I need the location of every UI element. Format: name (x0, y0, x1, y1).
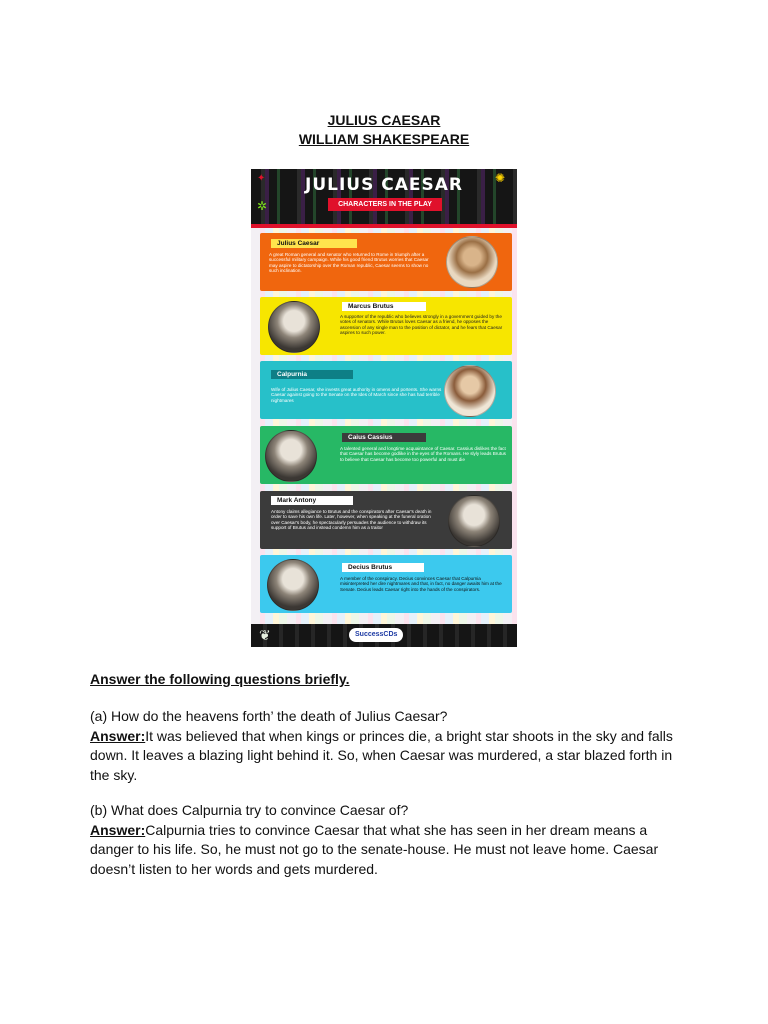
poster-subtitle: CHARACTERS IN THE PLAY (328, 198, 442, 211)
poster-divider (251, 224, 517, 228)
character-card-marcus-brutus (260, 297, 512, 355)
leaf-decoration-icon: ✲ (257, 199, 268, 213)
character-name: Caius Cassius (342, 433, 426, 442)
character-description: A great Roman general and senator who returned to Rome in triumph after a successful military campaign. While his good friend Brutus worries that Caesar may aspire to dictatorship over the Roman republic, Caesar seems to show no such inclination. (269, 252, 429, 273)
character-name: Julius Caesar (271, 239, 357, 248)
poster-title: JULIUS CAESAR (305, 175, 463, 195)
answer-text (90, 821, 680, 880)
marcus-brutus-portrait (268, 301, 320, 353)
decius-brutus-portrait (267, 559, 319, 611)
character-name: Calpurnia (271, 370, 353, 379)
answer-label: Answer: (90, 821, 146, 838)
poster-header (251, 169, 517, 224)
character-description: A supporter of the republic who believes strongly in a government guided by the votes of senators. While Brutus loves Caesar as a friend, he opposes the ascension of any single man to the position of dictator, and he fears that Caesar aspires to such power. (340, 314, 503, 335)
answer-text (90, 727, 680, 786)
poster-footer (251, 624, 517, 647)
question-text: (b) What does Calpurnia try to convince Caesar of? (90, 802, 409, 818)
julius-caesar-portrait (446, 236, 498, 288)
question-a (90, 707, 680, 785)
flower-decoration-icon: ✺ (495, 171, 506, 185)
character-card-mark-antony (260, 491, 512, 549)
document-title: JULIUS CAESAR (327, 112, 441, 128)
character-name: Decius Brutus (342, 563, 424, 572)
character-name: Mark Antony (271, 496, 353, 505)
mark-antony-portrait (448, 495, 500, 547)
calpurnia-portrait (444, 365, 496, 417)
document-author: WILLIAM SHAKESPEARE (298, 131, 470, 147)
star-decoration-icon: ✦ (257, 173, 266, 184)
fern-decoration-icon: ❦ (259, 627, 271, 643)
character-card-decius-brutus (260, 555, 512, 613)
answer-body: It was believed that when kings or princes die, a bright star shoots in the sky and falls down. It leaves a blazing light behind it. So, when Caesar was murdered, a star blazed forth in the sky. (90, 727, 673, 783)
character-description: Antony claims allegiance to Brutus and the conspirators after Caesar's death in order to save his own life. Later, however, when speaking at the funeral oration over Caesar's body, he spectacularly persuades the audience to withdraw its support of Brutus and instead condemn him as a traitor (271, 509, 432, 530)
character-card-julius-caesar (260, 233, 512, 291)
character-description: A member of the conspiracy. Decius convinces Caesar that Calpurnia misinterpreted her dire nightmares and that, in fact, no danger awaits him at the Senate. Decius leads Caesar right into the hands of the conspirators. (340, 576, 502, 592)
character-description: Wife of Julius Caesar, she invests great authority in omens and portents. She warns Caesar against going to the Senate on the Ides of March since she has had terrible nightmares (271, 387, 442, 403)
questions-heading: Answer the following questions briefly. (90, 671, 350, 687)
character-card-caius-cassius (260, 426, 512, 484)
character-card-calpurnia (260, 361, 512, 419)
question-text: (a) How do the heavens forth’ the death of Julius Caesar? (90, 708, 448, 724)
caius-cassius-portrait (265, 430, 317, 482)
brand-logo: SuccessCDs (349, 628, 403, 642)
character-description: A talented general and longtime acquaintance of Caesar. Cassius dislikes the fact that Caesar has become godlike in the eyes of the Romans. He slyly leads Brutus to believe that Caesar has become too powerful and must die (340, 446, 506, 462)
answer-label: Answer: (90, 727, 146, 744)
character-name: Marcus Brutus (342, 302, 426, 311)
question-b (90, 801, 680, 879)
characters-poster (251, 169, 517, 647)
answer-body: Calpurnia tries to convince Caesar that what she has seen in her dream means a danger to his life. So, he must not go to the senate-house. He must not leave home. Caesar doesn’t listen to her words and gets murdered. (90, 821, 659, 877)
